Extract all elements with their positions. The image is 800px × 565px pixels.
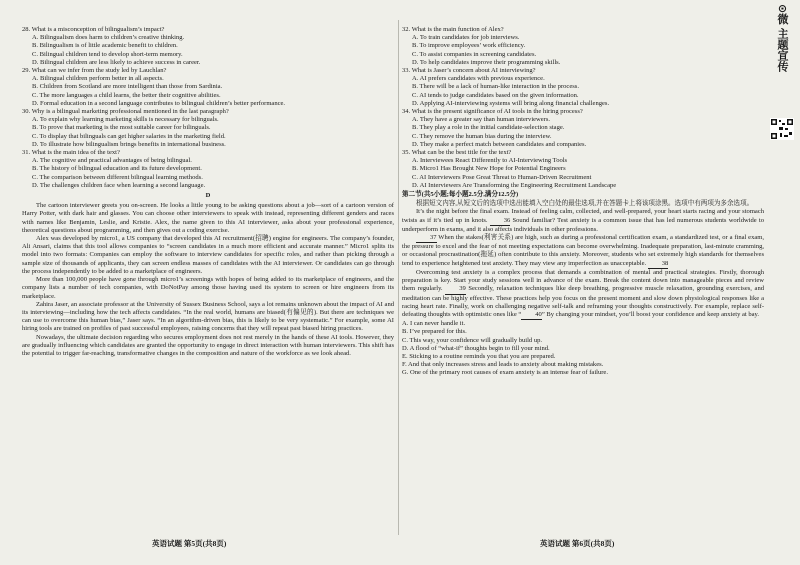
p3-text-a: Overcoming test anxiety is a complex process that demands a combination of mental and practical strategies. Firstly, thorough preparation is key. Start your study sessions well in advance of the exam. Break the content down into manageable pieces and review them regularly. bbox=[402, 268, 764, 293]
left-option: D. Formal education in a second language contributes to bilingual children’s better performance. bbox=[32, 99, 286, 107]
left-question: 28. What is a misconception of bilingualism’s impact? bbox=[22, 26, 165, 33]
p3-text-c: ” By changing your mindset, you’ll boost your confidence and keep anxiety at bay. bbox=[541, 310, 760, 318]
right-question: 33. What is Jaser’s concern about AI interviewing? bbox=[402, 67, 536, 75]
passage-d bbox=[22, 202, 394, 358]
right-option: C. AI Interviewers Pose Great Threat to Human-Driven Recruitment bbox=[412, 173, 592, 181]
choice-option: F. And that only increases stress and leads to anxiety about making mistakes. bbox=[402, 361, 604, 369]
left-option: B. Children from Scotland are more intelligent than those from Sardinia. bbox=[32, 83, 223, 91]
right-question: 32. What is the main function of Alex? bbox=[402, 26, 504, 33]
p1-text-a: It’s the night before the final exam. Instead of feeling calm, collected, and well-prepared, your heart starts racing and your stomach twists as if it’s tied up in knots. bbox=[402, 208, 764, 224]
right-option: D. AI Interviewers Are Transforming the Engineering Recruitment Landscape bbox=[412, 181, 617, 189]
left-page bbox=[22, 26, 394, 358]
section-title: 第二节(共5小题;每小题2.5分,满分12.5分) bbox=[402, 191, 519, 199]
left-option: D. The challenges children face when learning a second language. bbox=[32, 181, 206, 189]
qr-code-icon bbox=[770, 118, 794, 140]
passage-paragraph: Zahira Jaser, an associate professor at the University of Sussex Business School, says a lot remains unknown about the impact of AI and its interviewing—including how the tech affects candidates. “In the real world, humans are biased(有偏见的). But there are techniques we can use to overcome this human bias,” Jaser says. “In an algorithm-driven bias, this is likely to be very systematic.” For example, some AI hiring tools are trained on profiles of past successful employees, raising concerns that they will repeat past biased hiring practices. bbox=[22, 300, 394, 333]
choice-option: A. I can never handle it. bbox=[402, 320, 466, 328]
left-question: 29. What can we infer from the study led by Lauchlan? bbox=[22, 67, 167, 75]
left-option: A. The cognitive and practical advantages of being bilingual. bbox=[32, 157, 192, 165]
left-option: B. Bilingualism is of little academic benefit to children. bbox=[32, 42, 178, 50]
blank-37: 37 bbox=[416, 234, 437, 243]
p1-text-b: Sound familiar? Test anxiety is a common issue that has led numerous students worldwide to underperform in exams, and it also affects individuals in other professions. bbox=[402, 216, 764, 233]
left-option: A. Bilingualism does harm to children’s creative thinking. bbox=[32, 34, 185, 42]
right-option: A. They have a greater say than human interviewers. bbox=[412, 116, 551, 124]
left-option: D. To illustrate how bilingualism brings benefits in international business. bbox=[32, 140, 226, 148]
choice-option: G. One of the primary root causes of exam anxiety is an intense fear of failure. bbox=[402, 369, 608, 377]
right-question: 35. What can be the best title for the text? bbox=[402, 149, 512, 157]
right-option: A. To train candidates for job interviews. bbox=[412, 34, 520, 42]
side-watermark bbox=[776, 4, 798, 72]
left-questions bbox=[22, 26, 394, 190]
cloze-paragraph-1 bbox=[402, 208, 764, 234]
footer-page-6: 英语试题 第6页(共8页) bbox=[540, 539, 615, 548]
right-page bbox=[402, 26, 764, 378]
choice-option: D. A flood of “what-if” thoughts begin to fill your mind. bbox=[402, 344, 550, 352]
right-option: B. They play a role in the initial candidate-selection stage. bbox=[412, 124, 565, 132]
p3-text-b: Secondly, relaxation techniques like deep breathing, progressive muscle relaxation, grounding exercises, and meditation can be highly effective. These practices help you focus on the present moment and slow down physiological responses like a racing heart rate. Finally, work on challenging negative self-talk and reframing your thoughts constructively. For example, replace self-defeating thoughts with optimistic ones like “ bbox=[402, 285, 764, 318]
blank-39: 39 bbox=[445, 285, 466, 294]
left-option: C. To display that bilinguals can get higher salaries in the marketing field. bbox=[32, 132, 226, 140]
left-option: C. Bilingual children tend to develop short-term memory. bbox=[32, 50, 183, 58]
cloze-paragraph-2 bbox=[402, 234, 764, 269]
left-option: C. The comparison between different bilingual learning methods. bbox=[32, 173, 203, 181]
right-questions bbox=[402, 26, 764, 190]
left-question: 31. What is the main idea of the text? bbox=[22, 149, 120, 157]
left-option: B. The history of bilingual education and its future development. bbox=[32, 165, 202, 173]
choice-option: C. This way, your confidence will gradually build up. bbox=[402, 336, 543, 344]
left-question: 30. Why is a bilingual marketing professional mentioned in the last paragraph? bbox=[22, 108, 229, 116]
right-option: C. To assist companies in screening candidates. bbox=[412, 50, 537, 58]
left-option: D. Bilingual children are less likely to achieve success in career. bbox=[32, 58, 201, 66]
page-divider bbox=[398, 20, 399, 535]
left-option: A. Bilingual children perform better in all aspects. bbox=[32, 75, 164, 83]
p2-text: When the stakes(利害关系) are high, such as during a professional certification exam, a standardized test, or a final exam, the pressure to excel and the fear of not meeting expectations can become overwhelming. Inadequate preparation, last-minute cramming, or occasional procrastination(拖延) often contribute to this anxiety. Moreover, students who set extremely high standards for themselves tend to experience heightened test anxiety. They may view any imperfection as unacceptable. bbox=[402, 234, 764, 267]
passage-paragraph: Nowadays, the ultimate decision regarding who secures employment does not rest merely in the hands of these AI tools. However, they are gradually influencing which candidates are granted the opportunity to engage in direct interaction with human interviewers. This shift has the potential to trigger far-reaching, transformative changes in the composition and nature of the workforce as we look ahead. bbox=[22, 333, 394, 357]
cloze-paragraph-3 bbox=[402, 269, 764, 320]
right-option: A. Interviewees React Differently to AI-Interviewing Tools bbox=[412, 157, 568, 165]
right-option: C. They remove the human bias during the interview. bbox=[412, 132, 552, 140]
side-watermark-text: ⊙微 主题宣传 bbox=[776, 4, 789, 73]
left-option: C. The more languages a child learns, the better their cognitive abilities. bbox=[32, 91, 221, 99]
cloze-choices bbox=[402, 320, 764, 377]
blank-40: 40 bbox=[521, 311, 542, 320]
right-option: A. AI prefers candidates with previous experience. bbox=[412, 75, 545, 83]
right-option: D. They make a perfect match between candidates and companies. bbox=[412, 140, 587, 148]
passage-paragraph: The cartoon interviewer greets you on-screen. He looks a little young to be asking questions about a job—sort of a cartoon version of Harry Potter, with dark hair and glasses. You can choose other interviewers to speak with instead, representing different genders and races with names like Benjamin, Leslie, and Kristie. Alex, the name given to this AI interviewer, asks about your professional experience, theoretical questions about programming, and then gives out a coding exercise. bbox=[22, 202, 394, 234]
blank-36: 36 bbox=[490, 217, 511, 226]
right-option: B. There will be a lack of human-like interaction in the process. bbox=[412, 83, 579, 91]
passage-paragraph: Alex was developed by micro1, a US company that developed this AI recruitment(招聘) engine for engineers. The company’s founder, Ali Ansari, claims that this tool allows companies to “screen candidates in a much more efficient and accurate manner.” Micro1 splits its model into two formats: Companies can employ the software to interview candidates for specific roles, and rather than picking through a sample size of thousands of applicants, they can screen endless masses of candidates with the AI interviewer. Or candidates can go through the process independently to be added to a marketplace of engineers. bbox=[22, 235, 394, 275]
right-option: C. AI tends to judge candidates based on the given information. bbox=[412, 91, 579, 99]
right-question: 34. What is the present significance of AI tools in the hiring process? bbox=[402, 108, 583, 116]
passage-paragraph: More than 100,000 people have gone through micro1’s screenings with hopes of being added to its marketplace of engineers, and the company lists a number of tech companies, with DoNotPay among those having used its system to screen or hire engineers from its marketplace. bbox=[22, 276, 394, 300]
right-option: B. Micro1 Has Brought New Hope for Potential Engineers bbox=[412, 165, 566, 173]
choice-option: E. Sticking to a routine reminds you that you are prepared. bbox=[402, 352, 556, 360]
blank-38: 38 bbox=[648, 260, 669, 269]
left-option: B. To prove that marketing is the most suitable career for bilinguals. bbox=[32, 124, 211, 132]
footer-page-5: 英语试题 第5页(共8页) bbox=[152, 539, 227, 548]
right-option: B. To improve employees’ work efficiency. bbox=[412, 42, 526, 50]
choice-option: B. I’ve prepared for this. bbox=[402, 328, 467, 336]
left-option: A. To explain why learning marketing skills is necessary for bilinguals. bbox=[32, 116, 219, 124]
right-option: D. Applying AI-interviewing systems will bring along financial challenges. bbox=[412, 99, 610, 107]
right-option: D. To help candidates improve their programming skills. bbox=[412, 58, 561, 66]
section-instruction: 根据短文内容,从短文后的选项中选出能填入空白处的最佳选项,并在答题卡上将该项涂黑。选项中有两项为多余选项。 bbox=[416, 200, 754, 208]
section-letter: D bbox=[205, 192, 211, 200]
